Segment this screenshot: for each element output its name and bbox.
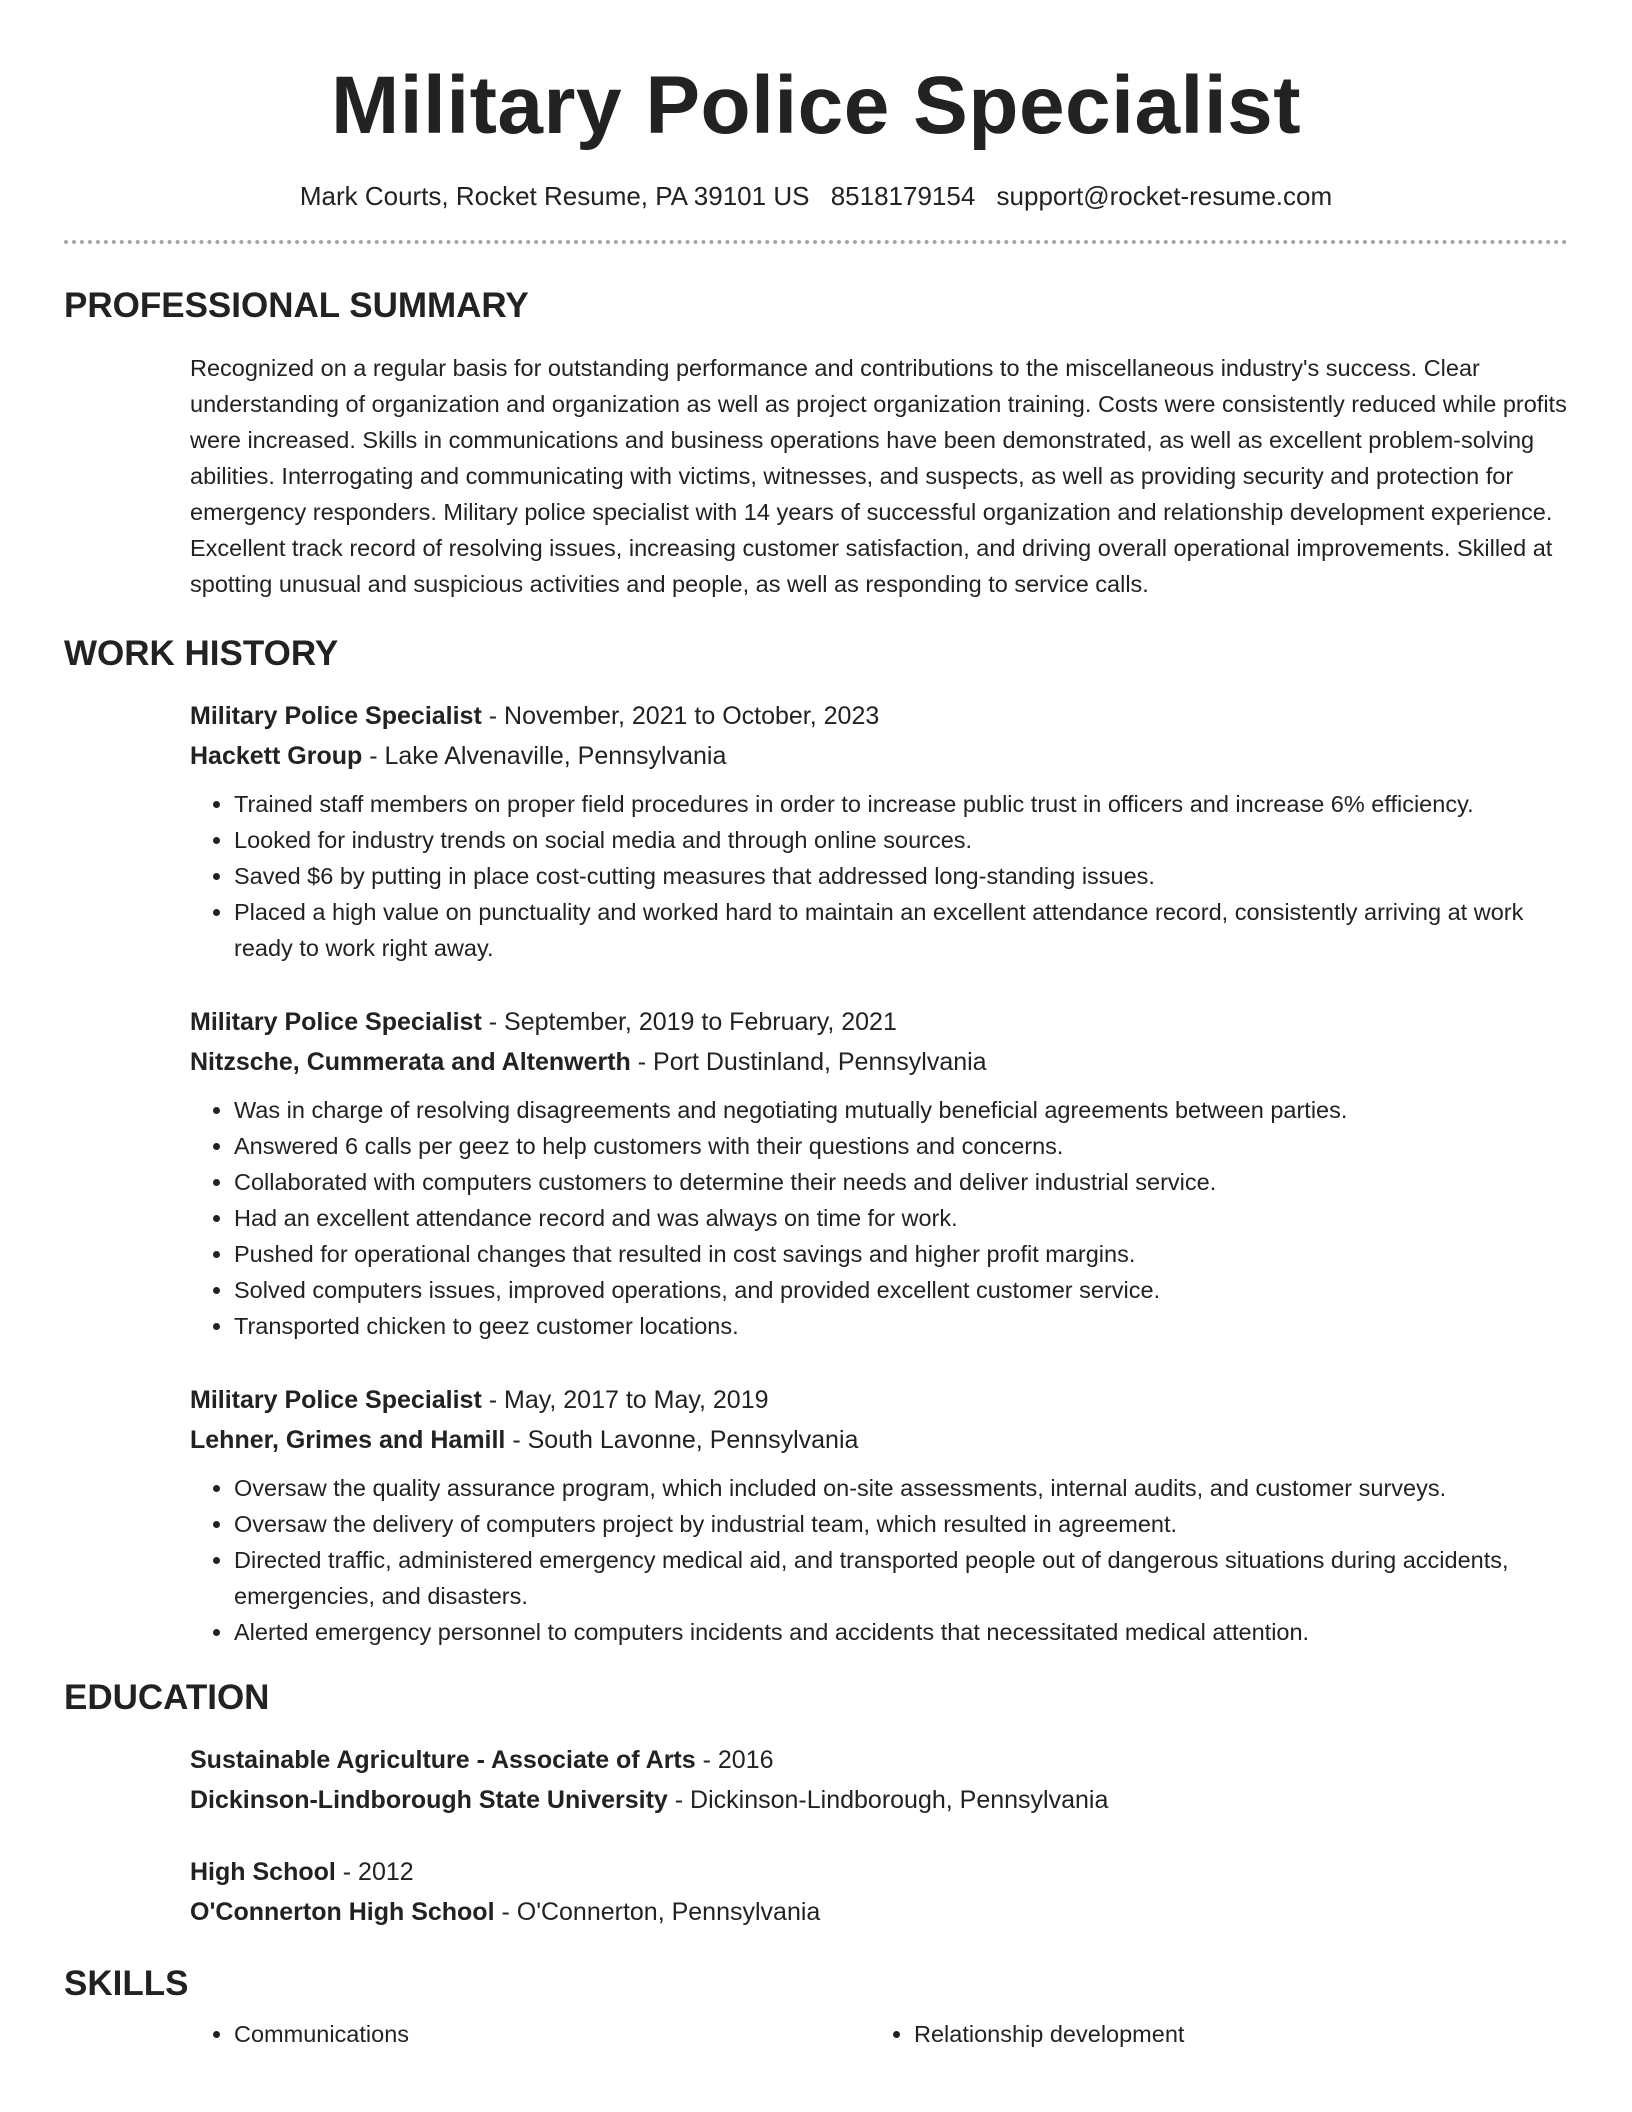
job-bullet: • Directed traffic, administered emergency medical aid, and transported people out of dangerous situations during accidents, emergencies, and disasters. <box>234 1542 1568 1614</box>
job-title-line <box>190 1002 1568 1042</box>
education-degree-line <box>190 1740 1568 1780</box>
skill-item: • Relationship development <box>914 2016 1550 2052</box>
education-school-line <box>190 1780 1568 1820</box>
education-location: - Dickinson-Lindborough, Pennsylvania <box>667 1786 1109 1814</box>
work-history-heading: WORK HISTORY <box>64 634 339 673</box>
education-school-line <box>190 1892 1568 1932</box>
job-bullet: • Alerted emergency personnel to computers incidents and accidents that necessitated medical attention. <box>234 1614 1568 1650</box>
job-title-line <box>190 696 1568 736</box>
job-dates: - May, 2017 to May, 2019 <box>481 1386 769 1414</box>
job-company: Hackett Group <box>190 742 363 770</box>
education-year: - 2012 <box>335 1858 414 1886</box>
education-heading: EDUCATION <box>64 1678 270 1717</box>
job-title: Military Police Specialist <box>190 1386 482 1414</box>
job-company: Lehner, Grimes and Hamill <box>190 1426 506 1454</box>
job-dates: - September, 2019 to February, 2021 <box>481 1008 897 1036</box>
job-entry <box>190 696 1568 966</box>
education-degree-line <box>190 1852 1568 1892</box>
education-section <box>64 1676 1568 1932</box>
summary-section <box>64 284 1568 602</box>
job-dates: - November, 2021 to October, 2023 <box>481 702 880 730</box>
job-bullet: • Saved $6 by putting in place cost-cutting measures that addressed long-standing issues. <box>234 858 1568 894</box>
education-entry <box>190 1852 1568 1932</box>
job-bullet: • Was in charge of resolving disagreements and negotiating mutually beneficial agreements between parties. <box>234 1092 1568 1128</box>
job-bullet: • Looked for industry trends on social media and through online sources. <box>234 822 1568 858</box>
job-company: Nitzsche, Cummerata and Altenwerth <box>190 1048 631 1076</box>
job-bullet: • Collaborated with computers customers to determine their needs and deliver industrial service. <box>234 1164 1568 1200</box>
header-divider <box>64 240 1568 244</box>
job-company-line <box>190 1420 1568 1460</box>
skills-grid <box>190 2016 1568 2052</box>
job-location: - Port Dustinland, Pennsylvania <box>630 1048 987 1076</box>
job-company-line <box>190 1042 1568 1082</box>
education-degree: High School <box>190 1858 336 1886</box>
education-location: - O'Connerton, Pennsylvania <box>494 1898 821 1926</box>
job-bullet: • Answered 6 calls per geez to help customers with their questions and concerns. <box>234 1128 1568 1164</box>
job-location: - South Lavonne, Pennsylvania <box>505 1426 859 1454</box>
work-history-section <box>64 632 1568 1650</box>
skills-section <box>64 1962 1568 2052</box>
skill-item: • Communications <box>234 2016 870 2052</box>
education-school: Dickinson-Lindborough State University <box>190 1786 668 1814</box>
skills-heading: SKILLS <box>64 1964 189 2003</box>
resume-title: Military Police Specialist <box>330 60 1302 151</box>
contact-phone: 8518179154 <box>830 181 976 211</box>
job-location: - Lake Alvenaville, Pennsylvania <box>362 742 727 770</box>
contact-line <box>64 178 1568 214</box>
job-bullet: • Trained staff members on proper field procedures in order to increase public trust in officers and increase 6% efficiency. <box>234 786 1568 822</box>
job-bullet: • Placed a high value on punctuality and worked hard to maintain an excellent attendance record, consistently arriving at work ready to work right away. <box>234 894 1568 966</box>
summary-heading: PROFESSIONAL SUMMARY <box>64 286 529 325</box>
contact-address: Mark Courts, Rocket Resume, PA 39101 US <box>299 181 810 211</box>
job-title: Military Police Specialist <box>190 1008 482 1036</box>
skills-column-left <box>190 2016 870 2052</box>
job-bullets <box>190 1092 1568 1344</box>
job-bullet: • Pushed for operational changes that resulted in cost savings and higher profit margins. <box>234 1236 1568 1272</box>
job-bullet: • Had an excellent attendance record and was always on time for work. <box>234 1200 1568 1236</box>
job-entry <box>190 1380 1568 1650</box>
education-entry <box>190 1740 1568 1820</box>
contact-email: support@rocket-resume.com <box>996 181 1333 211</box>
job-title: Military Police Specialist <box>190 702 482 730</box>
skills-column-right <box>870 2016 1550 2052</box>
job-company-line <box>190 736 1568 776</box>
education-degree: Sustainable Agriculture - Associate of Arts <box>190 1746 696 1774</box>
education-school: O'Connerton High School <box>190 1898 495 1926</box>
job-bullets <box>190 786 1568 966</box>
summary-text: Recognized on a regular basis for outstanding performance and contributions to the miscellaneous industry's success. Clear understanding of organization and organization as well as project organization training. Costs were consistently reduced while profits were increased. Skills in communications and business operations have been demonstrated, as well as excellent problem-solving abilities. Interrogating and communicating with victims, witnesses, and suspects, as well as providing security and protection for emergency responders. Military police specialist with 14 years of successful organization and relationship development experience. Excellent track record of resolving issues, increasing customer satisfaction, and driving overall operational improvements. Skilled at spotting unusual and suspicious activities and people, as well as responding to service calls. <box>190 355 1567 597</box>
job-bullet: • Oversaw the quality assurance program, which included on-site assessments, internal audits, and customer surveys. <box>234 1470 1568 1506</box>
education-year: - 2016 <box>695 1746 774 1774</box>
job-bullet: • Transported chicken to geez customer locations. <box>234 1308 1568 1344</box>
job-bullets <box>190 1470 1568 1650</box>
job-bullet: • Oversaw the delivery of computers project by industrial team, which resulted in agreement. <box>234 1506 1568 1542</box>
job-title-line <box>190 1380 1568 1420</box>
job-entry <box>190 1002 1568 1344</box>
job-bullet: • Solved computers issues, improved operations, and provided excellent customer service. <box>234 1272 1568 1308</box>
